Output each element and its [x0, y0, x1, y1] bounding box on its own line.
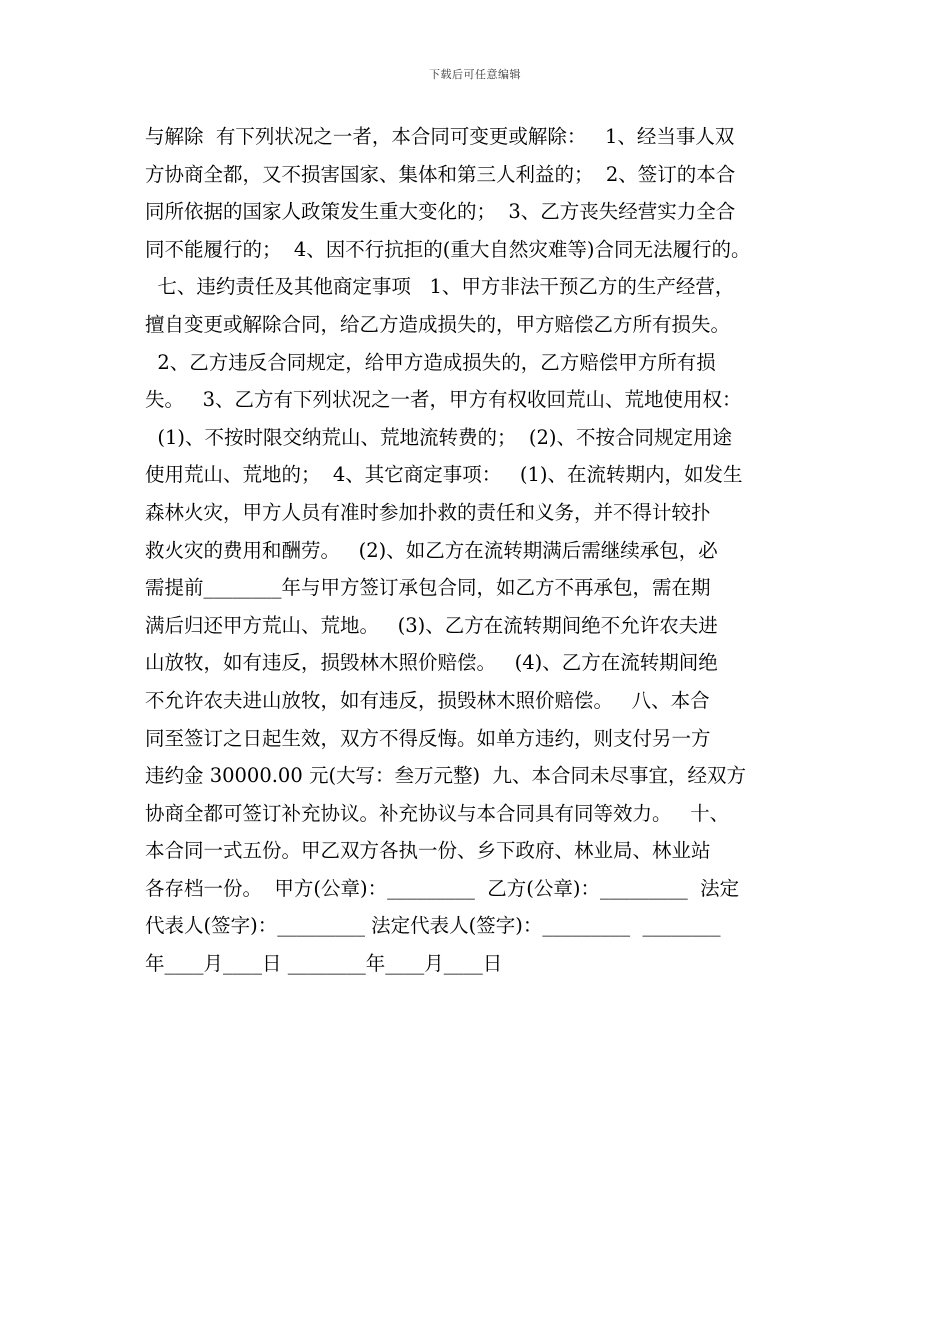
- text-line: 同所依据的国家人政策发生重大变化的； 3、乙方丧失经营实力全合: [145, 200, 736, 224]
- text-line: 代表人(签字)：_________ 法定代表人(签字)：_________ ________: [145, 914, 721, 938]
- contract-body-text: [145, 118, 815, 983]
- text-line: 方协商全都，又不损害国家、集体和第三人利益的； 2、签订的本合: [145, 162, 736, 186]
- text-line: 协商全都可签订补充协议。补充协议与本合同具有同等效力。 十、: [145, 801, 730, 825]
- text-line: 与解除 有下列状况之一者，本合同可变更或解除： 1、经当事人双: [145, 125, 735, 148]
- text-line: (1)、不按时限交纳荒山、荒地流转费的； (2)、不按合同规定用途: [145, 425, 733, 449]
- text-line: 不允许农夫进山放牧，如有违反，损毁林木照价赔偿。 八、本合: [145, 688, 710, 712]
- text-line: 救火灾的费用和酬劳。 (2)、如乙方在流转期满后需继续承包，必: [145, 538, 718, 562]
- text-line: 同不能履行的； 4、因不行抗拒的(重大自然灾难等)合同无法履行的。: [145, 237, 751, 261]
- text-line: 擅自变更或解除合同，给乙方造成损失的，甲方赔偿乙方所有损失。: [145, 312, 731, 336]
- text-line: 需提前________年与甲方签订承包合同，如乙方不再承包，需在期: [145, 576, 711, 600]
- text-line: 年____月____日 ________年____月____日: [145, 952, 503, 976]
- text-line: 本合同一式五份。甲乙双方各执一份、乡下政府、林业局、林业站: [145, 839, 711, 863]
- text-line: 森林火灾，甲方人员有准时参加扑救的责任和义务，并不得计较扑: [145, 500, 711, 524]
- page-header-note: 下载后可任意编辑: [429, 68, 521, 81]
- text-line: 各存档一份。 甲方(公章)：_________ 乙方(公章)：_________ 法定: [145, 876, 740, 900]
- text-line: 山放牧，如有违反，损毁林木照价赔偿。 (4)、乙方在流转期间绝: [145, 651, 718, 675]
- text-line: 2、乙方违反合同规定，给甲方造成损失的，乙方赔偿甲方所有损: [145, 350, 716, 374]
- text-line: 违约金 30000.00 元(大写：叁万元整) 九、本合同未尽事宜，经双方: [145, 764, 747, 788]
- text-line: 满后归还甲方荒山、荒地。 (3)、乙方在流转期间绝不允许农夫进: [145, 613, 718, 637]
- text-line: 使用荒山、荒地的； 4、其它商定事项： (1)、在流转期内，如发生: [145, 463, 743, 487]
- text-line: 失。 3、乙方有下列状况之一者，甲方有权收回荒山、荒地使用权：: [145, 388, 742, 412]
- text-line: 七、违约责任及其他商定事项 1、甲方非法干预乙方的生产经营，: [145, 275, 735, 299]
- text-line: 同至签订之日起生效，双方不得反悔。如单方违约，则支付另一方: [145, 726, 711, 750]
